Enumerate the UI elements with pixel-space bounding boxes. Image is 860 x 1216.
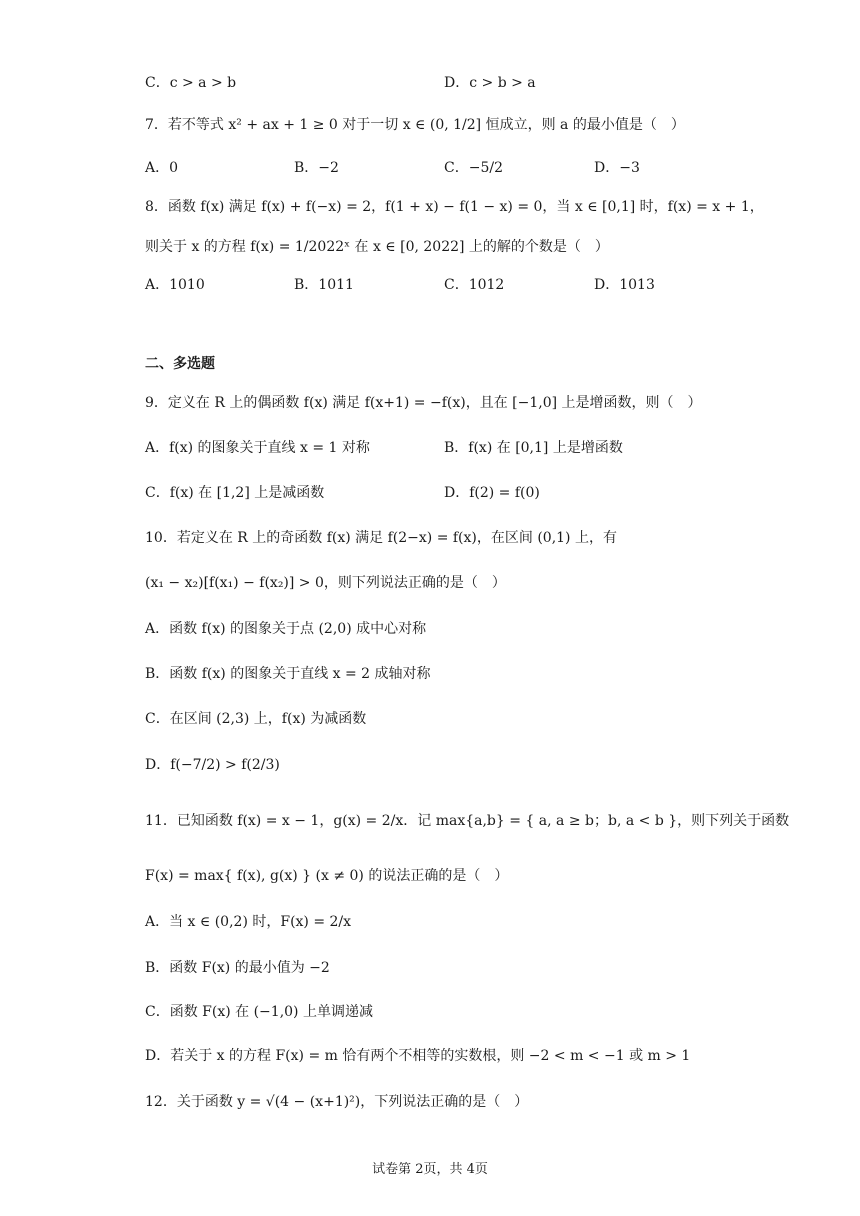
q9-option-d: D．f(2) = f(0) bbox=[444, 485, 540, 501]
q8-stem-line1: 8．函数 f(x) 满足 f(x) + f(−x) = 2，f(1 + x) − f(1 − x) = 0，当 x ∈ [0,1] 时，f(x) = x + 1， bbox=[145, 199, 764, 215]
page-footer: 试卷第 2页，共 4页 bbox=[372, 1162, 488, 1177]
q10-option-b: B．函数 f(x) 的图象关于直线 x = 2 成轴对称 bbox=[145, 666, 431, 682]
q11-option-d: D．若关于 x 的方程 F(x) = m 恰有两个不相等的实数根，则 −2 < m < −1 或 m > 1 bbox=[145, 1048, 691, 1064]
q9-option-a: A．f(x) 的图象关于直线 x = 1 对称 bbox=[145, 440, 370, 456]
q7-option-c: C．−5/2 bbox=[444, 160, 503, 176]
q8-stem-line2: 则关于 x 的方程 f(x) = 1/2022ˣ 在 x ∈ [0, 2022] 上的解的个数是（ ） bbox=[145, 239, 609, 255]
section-title: 二、多选题 bbox=[145, 356, 215, 372]
q10-stem-line2: (x₁ − x₂)[f(x₁) − f(x₂)] > 0，则下列说法正确的是（ ） bbox=[145, 575, 506, 591]
q8-option-d: D．1013 bbox=[594, 277, 655, 293]
q11-option-c: C．函数 F(x) 在 (−1,0) 上单调递减 bbox=[145, 1004, 373, 1020]
q10-option-a: A．函数 f(x) 的图象关于点 (2,0) 成中心对称 bbox=[145, 621, 427, 637]
q11-stem-line2: F(x) = max{ f(x), g(x) } (x ≠ 0) 的说法正确的是（ ） bbox=[145, 868, 509, 884]
q11-stem-line1: 11．已知函数 f(x) = x − 1，g(x) = 2/x．记 max{a,b} = { a, a ≥ b；b, a < b }，则下列关于函数 bbox=[145, 813, 790, 829]
q8-option-b: B．1011 bbox=[294, 277, 354, 293]
q7-option-b: B．−2 bbox=[294, 160, 339, 176]
q9-option-c: C．f(x) 在 [1,2] 上是减函数 bbox=[145, 485, 325, 501]
q12-stem: 12．关于函数 y = √(4 − (x+1)²)，下列说法正确的是（ ） bbox=[145, 1094, 529, 1110]
q11-option-b: B．函数 F(x) 的最小值为 −2 bbox=[145, 960, 330, 976]
q9-stem: 9．定义在 R 上的偶函数 f(x) 满足 f(x+1) = −f(x)，且在 [−1,0] 上是增函数，则（ ） bbox=[145, 395, 702, 411]
q7-option-d: D．−3 bbox=[594, 160, 640, 176]
q8-option-c: C．1012 bbox=[444, 277, 505, 293]
q10-stem-line1: 10．若定义在 R 上的奇函数 f(x) 满足 f(2−x) = f(x)，在区间 (0,1) 上，有 bbox=[145, 530, 617, 546]
q10-option-c: C．在区间 (2,3) 上，f(x) 为减函数 bbox=[145, 711, 367, 727]
q6-option-c: C．c > a > b bbox=[145, 75, 237, 91]
q6-option-d: D．c > b > a bbox=[444, 75, 536, 91]
q11-option-a: A．当 x ∈ (0,2) 时，F(x) = 2/x bbox=[145, 914, 352, 930]
q9-option-b: B．f(x) 在 [0,1] 上是增函数 bbox=[444, 440, 623, 456]
q7-stem: 7．若不等式 x² + ax + 1 ≥ 0 对于一切 x ∈ (0, 1/2] 恒成立，则 a 的最小值是（ ） bbox=[145, 117, 685, 133]
q8-option-a: A．1010 bbox=[145, 277, 205, 293]
q7-option-a: A．0 bbox=[145, 160, 179, 176]
q10-option-d: D．f(−7/2) > f(2/3) bbox=[145, 757, 280, 773]
